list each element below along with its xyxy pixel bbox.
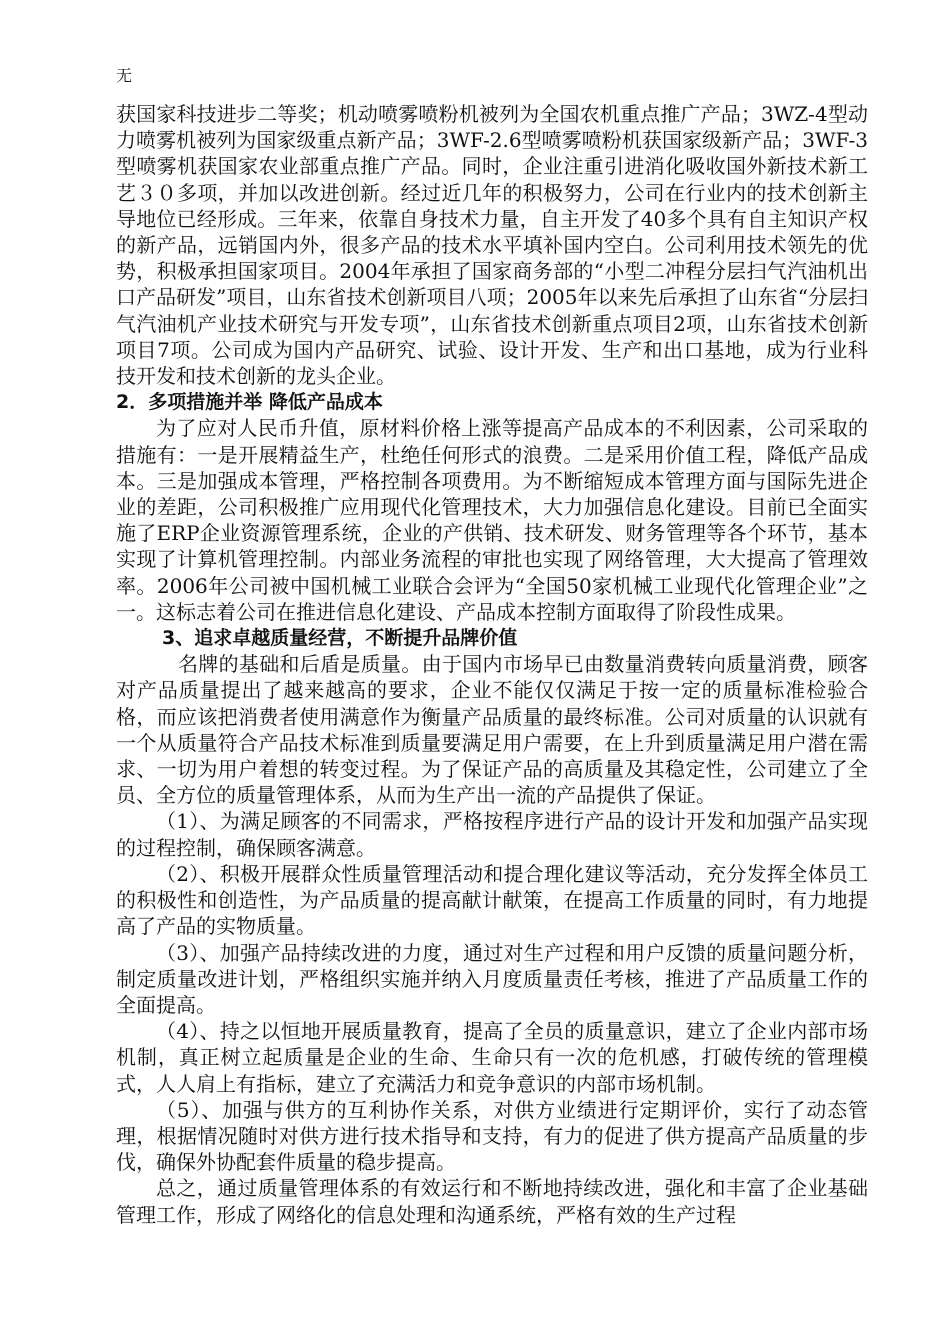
page-header: 无 xyxy=(116,66,133,85)
paragraph-quality-foundation: 名牌的基础和后盾是质量。由于国内市场早已由数量消费转向质量消费，顾客对产品质量提出了越来越高的要求，企业不能仅仅满足于按一定的质量标准检验合格，而应该把消费者使用满意作为衡量产品质量的最终标准。公司对质量的认识就有一个从质量符合产品技术标准到质量要满足用户需要，在上升到质量满足用户潜在需求、一切为用户着想的转变过程。为了保证产品的高质量及其稳定性，公司建立了全员、全方位的质量管理体系，从而为生产出一流的产品提供了保证。 xyxy=(116,652,868,808)
list-item-quality-2: （2）、积极开展群众性质量管理活动和提合理化建议等活动，充分发挥全体员工的积极性和创造性，为产品质量的提高献计献策，在提高工作质量的同时，有力地提高了产品的实物质量。 xyxy=(116,861,868,939)
paragraph-summary: 总之，通过质量管理体系的有效运行和不断地持续改进，强化和丰富了企业基础管理工作，形成了网络化的信息处理和沟通系统，严格有效的生产过程 xyxy=(116,1176,868,1227)
document-body xyxy=(116,101,868,1228)
list-item-quality-4: （4）、持之以恒地开展质量教育，提高了全员的质量意识，建立了企业内部市场机制，真正树立起质量是企业的生命、生命只有一次的危机感，打破传统的管理模式，人人肩上有指标，建立了充满活力和竞争意识的内部市场机制。 xyxy=(116,1019,868,1096)
paragraph-tech-innovation: 获国家科技进步二等奖；机动喷雾喷粉机被列为全国农机重点推广产品；3WZ-4型动力喷雾机被列为国家级重点新产品；3WF-2.6型喷雾喷粉机获国家级新产品；3WF-3型喷雾机获国家农业部重点推广产品。同时，企业注重引进消化吸收国外新技术新工艺３０多项，并加以改进创新。经过近几年的积极努力，公司在行业内的技术创新主导地位已经形成。三年来，依靠自身技术力量，自主开发了40多个具有自主知识产权的新产品，远销国内外，很多产品的技术水平填补国内空白。公司利用技术领先的优势，积极承担国家项目。2004年承担了国家商务部的“小型二冲程分层扫气汽油机出口产品研发”项目，山东省技术创新项目八项；2005年以来先后承担了山东省“分层扫气汽油机产业技术研究与开发专项”，山东省技术创新重点项目2项，山东省技术创新项目7项。公司成为国内产品研究、试验、设计开发、生产和出口基地，成为行业科技开发和技术创新的龙头企业。 xyxy=(116,102,868,389)
section-heading-cost-reduction: 2．多项措施并举 降低产品成本 xyxy=(116,391,383,414)
list-item-quality-3: （3）、加强产品持续改进的力度，通过对生产过程和用户反馈的质量问题分析，制定质量改进计划，严格组织实施并纳入月度质量责任考核，推进了产品质量工作的全面提高。 xyxy=(116,940,868,1017)
section-heading-quality: 3、追求卓越质量经营，不断提升品牌价值 xyxy=(162,627,518,650)
list-item-quality-1: （1）、为满足顾客的不同需求，严格按程序进行产品的设计开发和加强产品实现的过程控制，确保顾客满意。 xyxy=(116,809,868,860)
paragraph-cost-measures: 为了应对人民币升值，原材料价格上涨等提高产品成本的不利因素，公司采取的措施有：一是开展精益生产，杜绝任何形式的浪费。二是采用价值工程，降低产品成本。三是加强成本管理，严格控制各项费用。为不断缩短成本管理方面与国际先进企业的差距，公司积极推广应用现代化管理技术，大力加强信息化建设。目前已全面实施了ERP企业资源管理系统，企业的产供销、技术研发、财务管理等各个环节，基本实现了计算机管理控制。内部业务流程的审批也实现了网络管理，大大提高了管理效率。2006年公司被中国机械工业联合会评为“全国50家机械工业现代化管理企业”之一。这标志着公司在推进信息化建设、产品成本控制方面取得了阶段性成果。 xyxy=(116,416,868,624)
list-item-quality-5: （5）、加强与供方的互利协作关系，对供方业绩进行定期评价，实行了动态管理，根据情况随时对供方进行技术指导和支持，有力的促进了供方提高产品质量的步伐，确保外协配套件质量的稳步提高。 xyxy=(116,1097,868,1175)
